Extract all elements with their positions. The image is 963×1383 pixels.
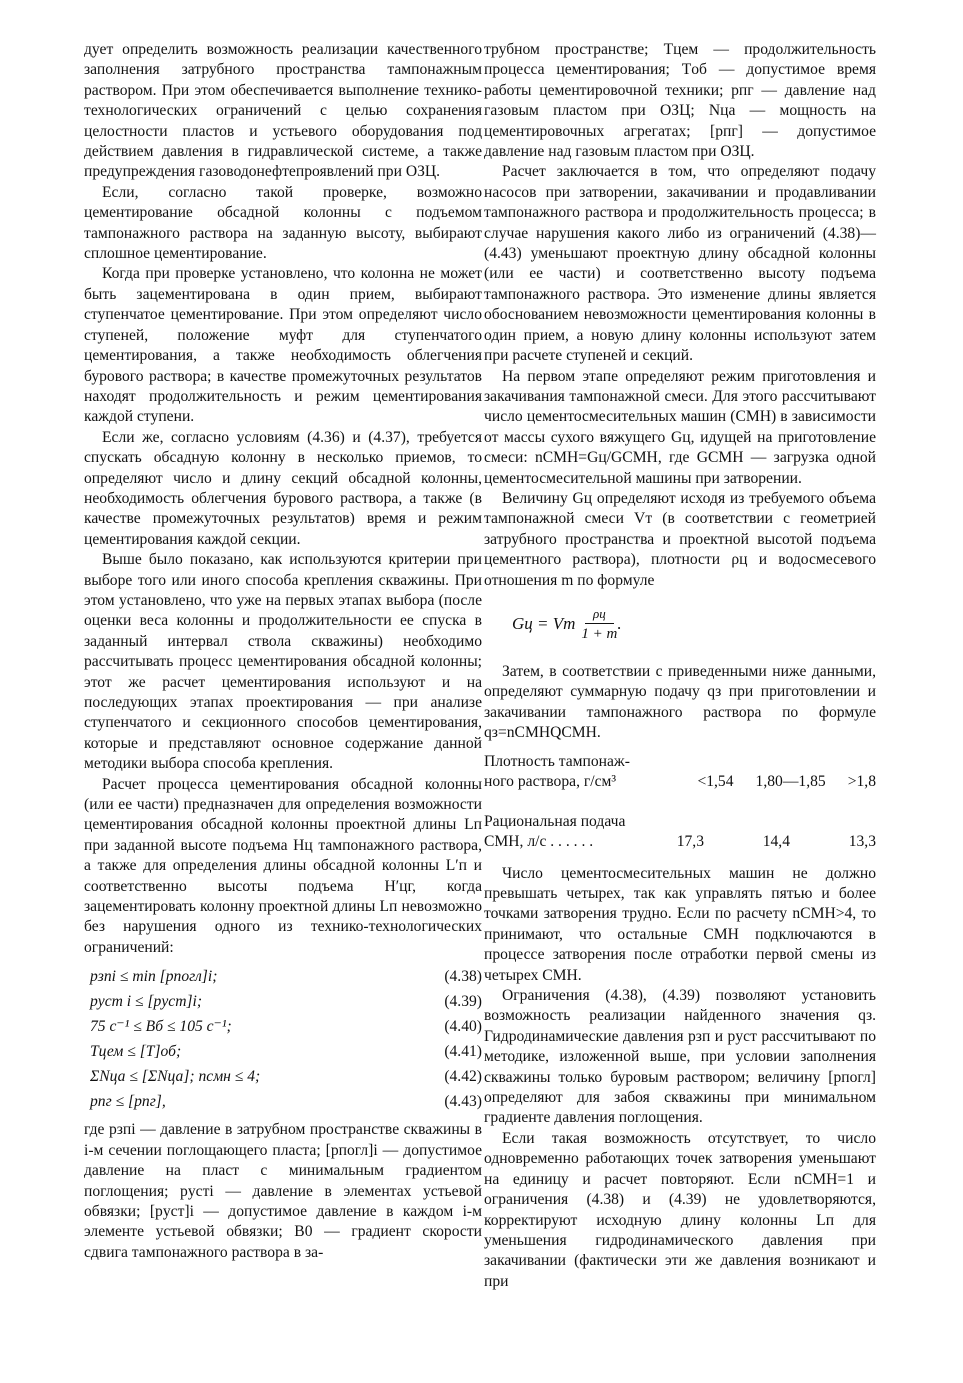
paragraph: дует определить возможность реализации качественного заполнения затрубного пространства тампонажным раствором. При этом обеспечивается выполнение технико-технологических ограничений с целью сохранения целостности пластов и устьевого оборудования под действием давления в гидравлической системе, а также предупреждения газоводонефтепроявлений при ОЗЦ. [84, 41, 482, 181]
equation-row [84, 1014, 482, 1039]
formula-fraction [581, 605, 617, 644]
table-label: СМН, л/с . . . . . . [484, 832, 594, 850]
paragraph: Если же, согласно условиям (4.36) и (4.37), требуется спускать обсадную колонну в несколько приемов, то определяют число и длину секций обсадной колонны, необходимость облегчения бурового раствора, а также (в качестве промежуточных результатов) время и режим цементирования каждой секции. [84, 428, 482, 548]
formula-end: . [617, 614, 622, 634]
paragraph: Затем, в соответствии с приведенными ниже данными, определяют суммарную подачу qз при приготовлении и закачивании тампонажного раствора по формуле qз=nСМНQСМН. [484, 662, 876, 742]
equation-row [84, 1089, 482, 1114]
equation-expression: Tцем ≤ [T]об; [90, 1043, 182, 1061]
table-value: >1,8 [847, 772, 876, 790]
equation-number: (4.43) [444, 1093, 482, 1111]
constraint-equations [84, 964, 482, 1114]
formula-lhs: Gц = Vт [512, 614, 576, 634]
equation-row [84, 1064, 482, 1089]
equation-row [84, 989, 482, 1014]
equation-number: (4.38) [444, 968, 482, 986]
equation-number: (4.41) [444, 1043, 482, 1061]
formula-numerator: ρц [585, 605, 614, 624]
equation-number: (4.42) [444, 1068, 482, 1086]
paragraph: Число цементосмесительных машин не должно превышать четырех, так как управлять пятью и более точками затворения трудно. Если по расчету nСМН>4, то принимают, что остальные СМН подключаются в процессе затворения после отработки первой смены из четырех СМН. [484, 864, 876, 984]
paragraph: Расчет заключается в том, что определяют подачу насосов при затворении, закачивании и продавливании тампонажного раствора и продолжительность процесса; в случае нарушения какого либо из ограничений (4.38)—(4.43) уменьшают проектную длину обсадной колонны (или ее части) и соответственно высоту подъема тампонажного раствора. Это изменение длины является обоснованием невозможности цементирования колонны в один прием, а новую длину колонны используют затем при расчете ступеней и секций. [484, 163, 876, 365]
table-value: 1,80—1,85 [755, 772, 826, 790]
paragraph: Ограничения (4.38), (4.39) позволяют установить возможность реализации найденного значения qз. Гидродинамические давления pзп и pуст рассчитывают по методике, изложенной выше, при условии заполнения скважины только буровым раствором; величину [pпогл] определяют для забоя скважины при минимальном градиенте давления поглощения. [484, 987, 876, 1127]
paragraph: Выше было показано, как используются критерии при выборе того или иного способа крепления скважины. При этом установлено, что уже на первых этапах выбора (после оценки веса колонны и продолжительности ее спуска в заданный интервал ствола скважины) необходимо рассчитывать процесс цементирования обсадной колонны; этот же расчет цементирования используют и на последующих этапах проектирования — при анализе ступенчатого и секционного способов цементирования, которые и представляют основное содержание данной методики выбора способа крепления. [84, 551, 482, 773]
table-label: ного раствора, г/см³ [484, 772, 617, 790]
table-value: 14,4 [762, 832, 790, 850]
equation-row [84, 964, 482, 989]
paragraph: трубном пространстве; Tцем — продолжительность процесса цементирования; Tоб — допустимое время работы цементировочной техники; pпг — давление над газовым пластом при ОЗЦ; Nца — мощность на цементировочных агрегатах; [pпг] — допустимое давление над газовым пластом при ОЗЦ. [484, 41, 876, 161]
density-table [484, 752, 876, 792]
table-value: 13,3 [848, 832, 876, 850]
formula-denominator: 1 + m [581, 625, 618, 642]
right-column [484, 40, 876, 1292]
equation-expression: pуст i ≤ [pуст]i; [90, 993, 203, 1011]
equation-expression: pпг ≤ [pпг], [90, 1093, 166, 1111]
left-column [84, 40, 482, 1263]
paragraph: Когда при проверке установлено, что колонна не может быть зацементирована в один прием, выбирают ступенчатое цементирование. При этом определяют число ступеней, положение муфт для ступенчатого цементирования, а также необходимость облегчения бурового раствора; в качестве промежуточных результатов находят продолжительность и режим цементирования каждой ступени. [84, 265, 482, 426]
paragraph: На первом этапе определяют режим приготовления и закачивания тампонажной смеси. Для этого рассчитывают число цементосмесительных машин (СМН) в зависимости от массы сухого вяжущего Gц, идущей на приготовление смеси: nСМН=Gц/GСМН, где GСМН — загрузка одной цементосмесительной машины при затворении. [484, 367, 876, 487]
equation-number: (4.39) [444, 993, 482, 1011]
equation-expression: pзпi ≤ min [pпогл]i; [90, 968, 218, 986]
equation-expression: ΣNца ≤ [ΣNца]; nсмн ≤ 4; [90, 1068, 261, 1086]
table-label: Рациональная подача [484, 812, 626, 830]
equation-number: (4.40) [444, 1018, 482, 1036]
table-value: 17,3 [676, 832, 704, 850]
formula-gc [512, 605, 876, 644]
table-label: Плотность тампонаж- [484, 752, 630, 770]
feed-rate-table [484, 812, 876, 852]
paragraph: Расчет процесса цементирования обсадной колонны (или ее части) предназначен для определения возможности цементирования обсадной колонны проектной длины Lп при заданной высоте подъема Hц тампонажного раствора, а также для определения длины обсадной колонны L′п и соответственно высоты подъема H′цг, когда зацементировать колонну проектной длины Lп невозможно без нарушения одного из технико-технологических ограничений: [84, 775, 482, 956]
paragraph: Если, согласно такой проверке, возможно цементирование обсадной колонны с подъемом тампонажного раствора на заданную высоту, выбирают сплошное цементирование. [84, 183, 482, 263]
equation-expression: 75 с⁻¹ ≤ Bб ≤ 105 с⁻¹; [90, 1018, 232, 1036]
table-value: <1,54 [697, 772, 734, 790]
paragraph: где pзпi — давление в затрубном пространстве скважины в i-м сечении поглощающего пласта; [pпогл]i — допустимое давление на пласт с минимальным градиентом поглощения; pустi — давление в элементах устьевой обвязки; [pуст]i — допустимое давление в каждом i-м элементе устьевой обвязки; B0 — градиент скорости сдвига тампонажного раствора в за- [84, 1121, 482, 1261]
paragraph: Если такая возможность отсутствует, то число одновременно работающих точек затворения уменьшают на единицу и расчет повторяют. Если nСМН=1 и ограничения (4.38) и (4.39) не удовлетворяются, корректируют исходную длину колонны Lп для уменьшения гидродинамического давления при закачивании (фактически эти же давления возникают и при [484, 1129, 876, 1290]
equation-row [84, 1039, 482, 1064]
paragraph: Величину Gц определяют исходя из требуемого объема тампонажной смеси Vт (в соответствии с геометрией затрубного пространства и проектной высотой подъема цементного раствора), плотности ρц и водосмесевого отношения m по формуле [484, 489, 876, 589]
